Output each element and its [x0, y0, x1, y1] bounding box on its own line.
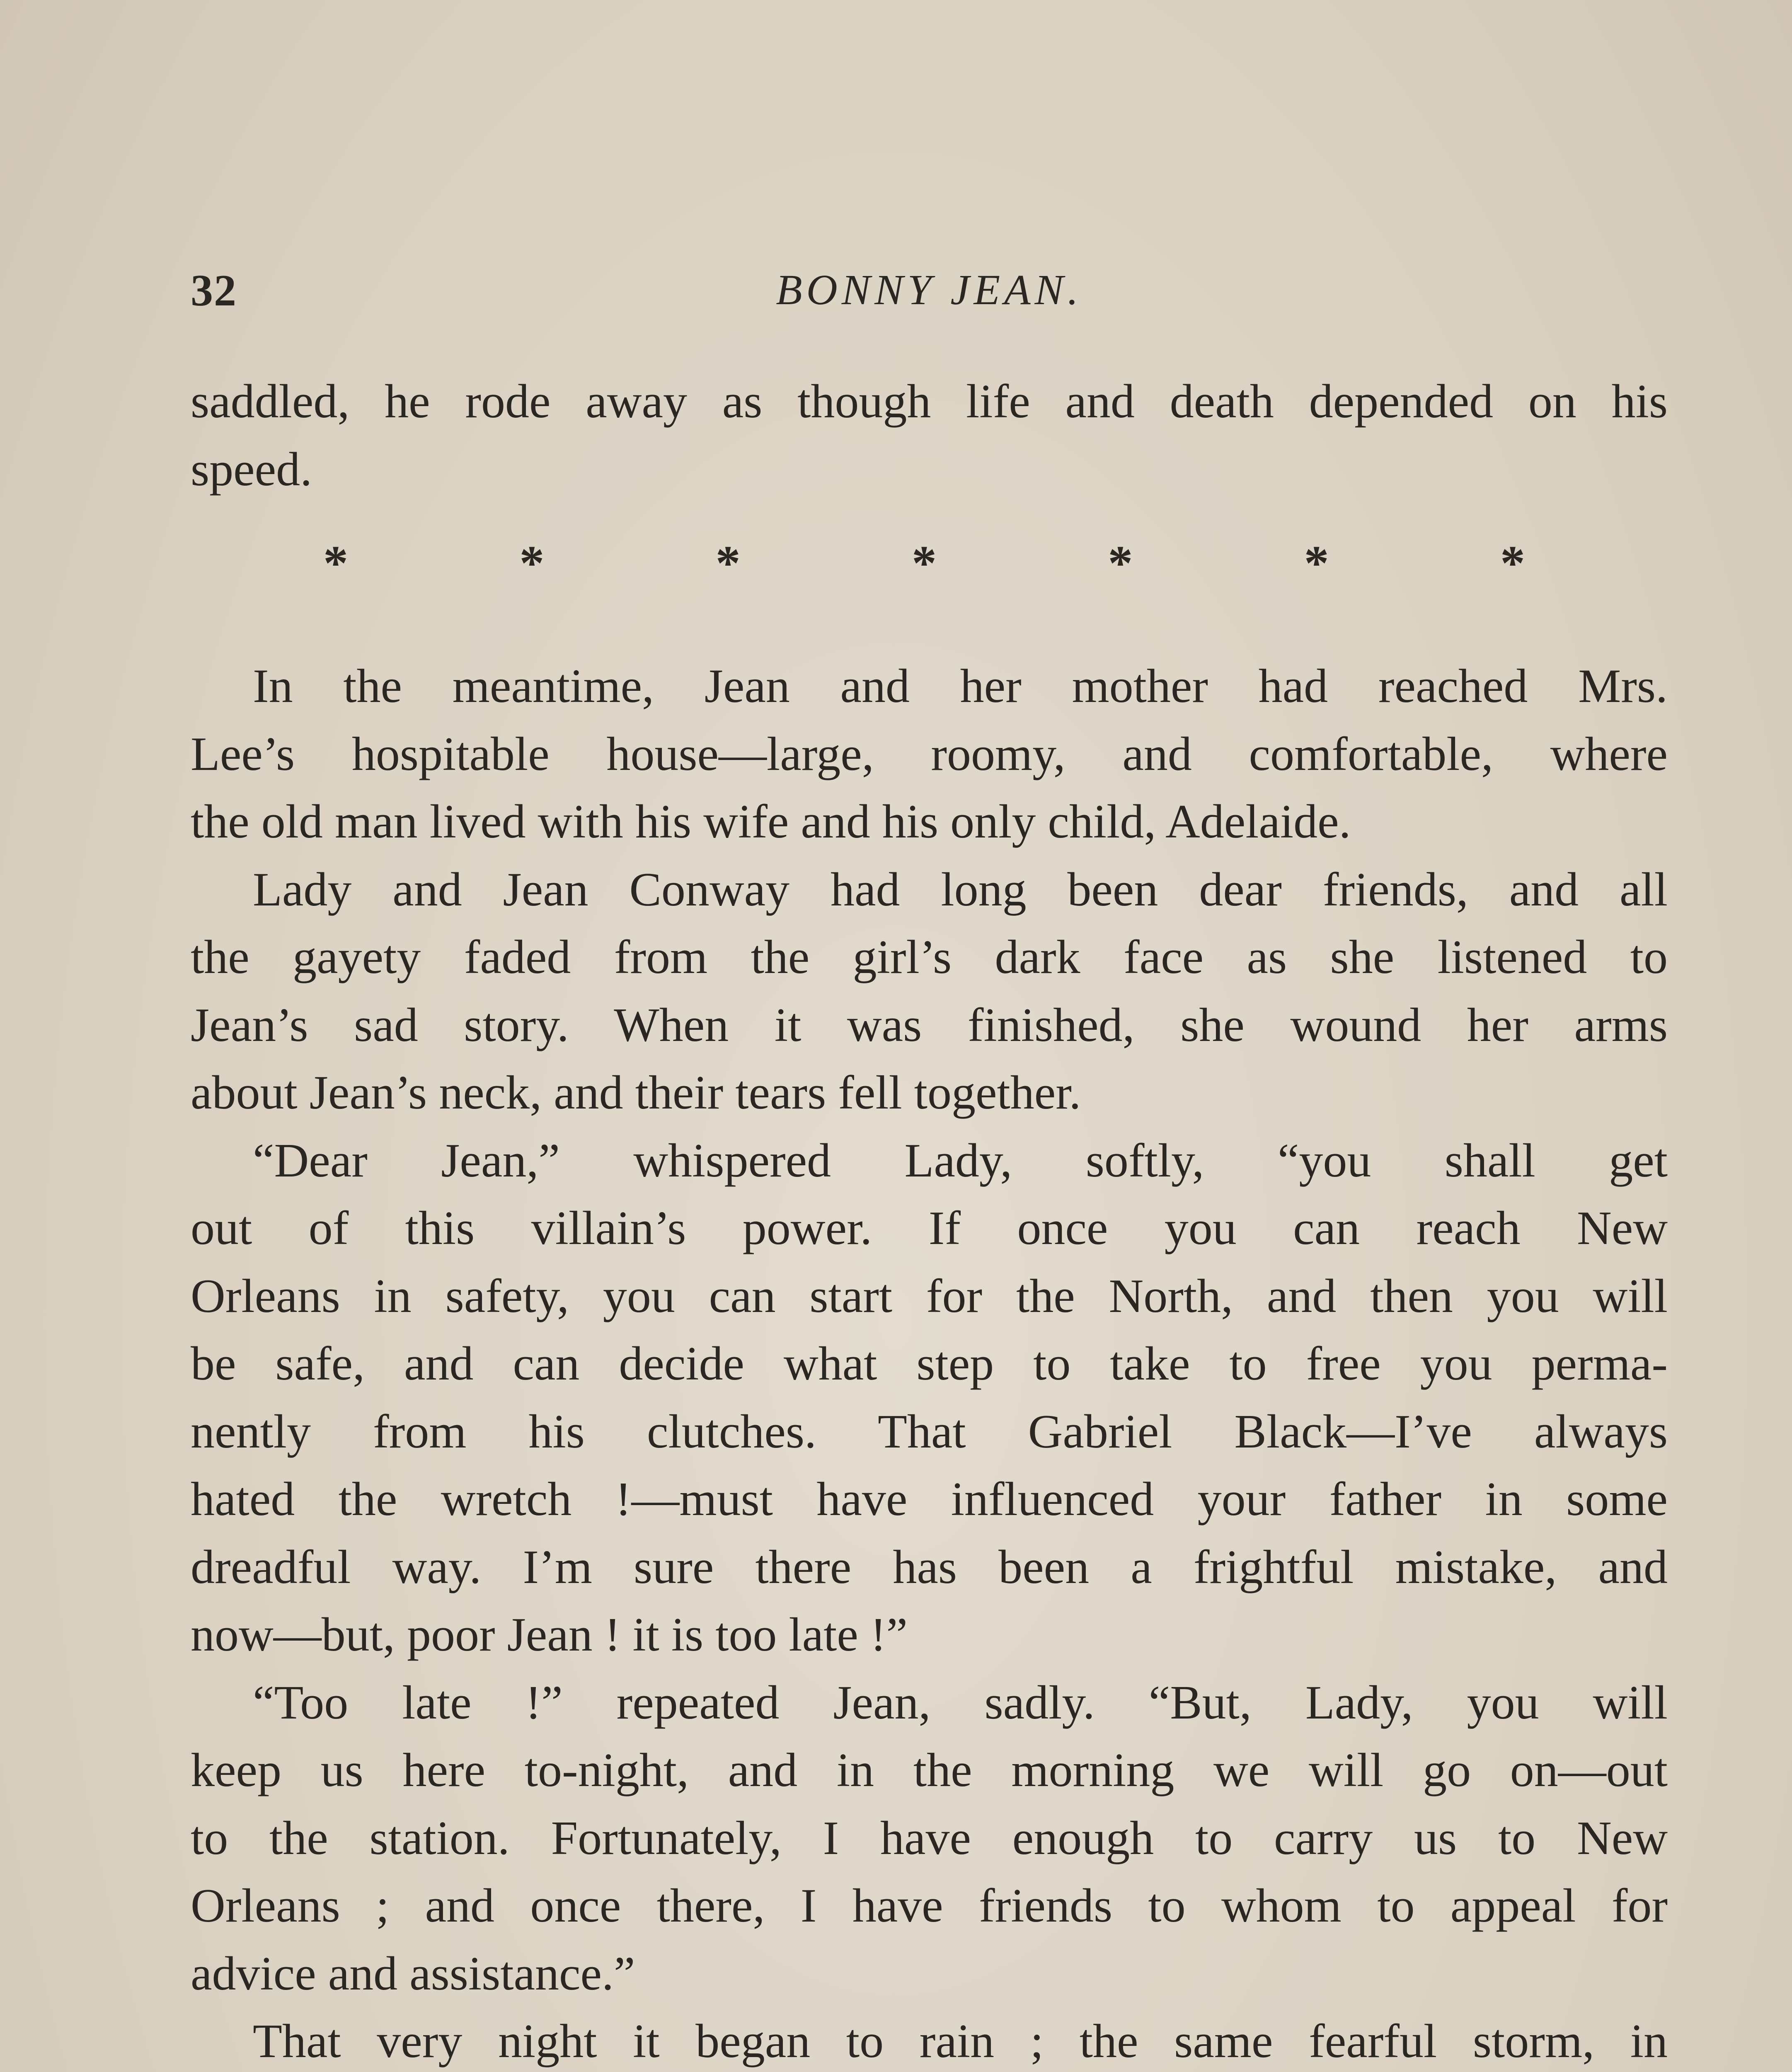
text-line: keep us here to-night, and in the morning we will go on—out [191, 1744, 1668, 1797]
separator-star: * [323, 535, 348, 591]
separator-star: * [1500, 535, 1525, 591]
page-number: 32 [191, 266, 237, 315]
continued-paragraph [191, 368, 1668, 503]
text-line: saddled, he rode away as though life and death depended on his [191, 375, 1668, 428]
text-line: Jean’s sad story. When it was finished, she wound her arms [191, 998, 1668, 1052]
section-separator [323, 535, 1525, 601]
text-line: “Dear Jean,” whispered Lady, softly, “you shall get [253, 1134, 1668, 1187]
text-line: to the station. Fortunately, I have enough to carry us to New [191, 1811, 1668, 1865]
separator-star: * [715, 535, 741, 591]
running-header [191, 265, 1668, 327]
separator-star: * [1108, 535, 1133, 591]
separator-star: * [1304, 535, 1329, 591]
text-line: nently from his clutches. That Gabriel Black—I’ve always [191, 1405, 1668, 1458]
body-text [191, 653, 1668, 2072]
running-title: BONNY JEAN. [776, 266, 1082, 314]
text-line: be safe, and can decide what step to take to free you perma- [191, 1337, 1668, 1390]
separator-star: * [519, 535, 545, 591]
text-line: about Jean’s neck, and their tears fell together. [191, 1066, 1081, 1119]
text-line: In the meantime, Jean and her mother had reached Mrs. [253, 660, 1668, 713]
text-line: dreadful way. I’m sure there has been a frightful mistake, and [191, 1540, 1668, 1594]
text-line: Lee’s hospitable house—large, roomy, and comfortable, where [191, 727, 1668, 781]
text-line: speed. [191, 443, 312, 496]
text-line: advice and assistance.” [191, 1947, 635, 2000]
text-line: That very night it began to rain ; the same fearful storm, in [253, 2015, 1668, 2068]
text-line: now—but, poor Jean ! it is too late !” [191, 1608, 908, 1661]
text-line: the gayety faded from the girl’s dark face as she listened to [191, 931, 1668, 984]
text-line: “Too late !” repeated Jean, sadly. “But, Lady, you will [253, 1676, 1668, 1729]
text-line: Orleans in safety, you can start for the North, and then you will [191, 1269, 1668, 1323]
text-line: the old man lived with his wife and his only child, Adelaide. [191, 795, 1351, 848]
text-line: Orleans ; and once there, I have friends to whom to appeal for [191, 1879, 1668, 1932]
text-line: hated the wretch !—must have influenced your father in some [191, 1473, 1668, 1526]
text-line: Lady and Jean Conway had long been dear friends, and all [253, 863, 1668, 916]
separator-star: * [911, 535, 937, 591]
text-line: out of this villain’s power. If once you can reach New [191, 1202, 1668, 1255]
